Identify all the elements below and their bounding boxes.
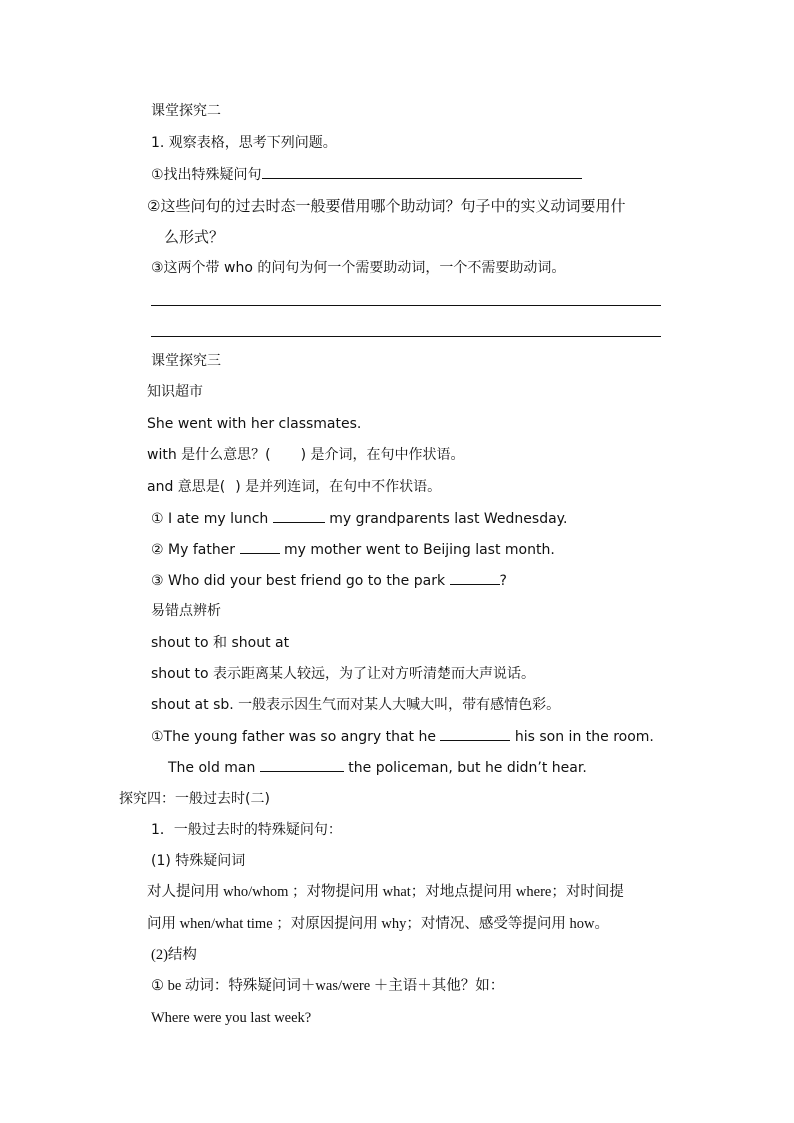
subheading-error-analysis: 易错点辨析 <box>151 603 221 619</box>
exercise-1 <box>151 508 567 529</box>
shout-pair: shout to 和 shout at <box>151 635 290 651</box>
exercise-1-a: ① I ate my lunch <box>151 511 269 527</box>
exercise-3-a: ③ Who did your best friend go to the park <box>151 573 446 589</box>
question-1a-text: ①找出特殊疑问句 <box>151 167 262 183</box>
section4-example: Where were you last week? <box>151 1010 312 1026</box>
answer-line-1[interactable] <box>151 305 661 306</box>
answer-blank-ex1[interactable] <box>273 508 325 523</box>
exercise-5-a: The old man <box>168 760 256 776</box>
section3-heading: 课堂探究三 <box>151 353 221 369</box>
subheading-knowledge: 知识超市 <box>147 384 203 400</box>
exercise-2 <box>151 539 555 560</box>
answer-blank-ex5[interactable] <box>260 757 344 772</box>
shout-at-definition: shout at sb. 一般表示因生气而对某人大喊大叫，带有感情色彩。 <box>151 697 561 713</box>
section4-point-1: 1．一般过去时的特殊疑问句： <box>151 822 342 838</box>
example-sentence: She went with her classmates. <box>147 416 362 432</box>
answer-blank-ex3[interactable] <box>450 570 500 585</box>
section4-structure: (2)结构 <box>151 947 197 963</box>
section4-line-3: 对人提问用 who/whom ；对物提问用 what；对地点提问用 where；对时间提 <box>147 884 624 900</box>
exercise-5-b: the policeman, but he didn’t hear. <box>348 760 587 776</box>
section4-rule-be: ① be 动词：特殊疑问词＋was/were ＋主语＋其他？如： <box>151 978 505 994</box>
answer-blank-ex4[interactable] <box>440 726 510 741</box>
exercise-4 <box>151 726 654 747</box>
section2-heading: 课堂探究二 <box>151 103 221 119</box>
exercise-3 <box>151 570 507 591</box>
section4-heading: 探究四：一般过去时(二) <box>119 791 270 807</box>
and-question <box>147 477 441 497</box>
and-question-b: ) 是并列连词，在句中不作状语。 <box>235 479 442 495</box>
question-1c: ③这两个带 who 的问句为何一个需要助动词，一个不需要助动词。 <box>151 260 566 276</box>
question-1a <box>151 164 582 185</box>
question-1b-line2: 么形式？ <box>164 228 225 246</box>
exercise-5 <box>168 757 587 778</box>
answer-line-2[interactable] <box>151 336 661 337</box>
exercise-4-a: ①The young father was so angry that he <box>151 729 436 745</box>
exercise-2-b: my mother went to Beijing last month. <box>283 542 555 558</box>
with-question-a: with 是什么意思？( <box>147 447 271 463</box>
question-1b-line1: ②这些问句的过去时态一般要借用哪个助动词？句子中的实义动词要用什 <box>147 197 626 215</box>
exercise-3-b: ? <box>499 573 507 589</box>
exercise-4-b: his son in the room. <box>514 729 654 745</box>
section4-line-4: 问用 when/what time ；对原因提问用 why；对情况、感受等提问用 how。 <box>147 916 609 932</box>
section4-point-2: (1) 特殊疑问词 <box>151 853 246 869</box>
and-question-a: and 意思是( <box>147 479 226 495</box>
answer-blank-ex2[interactable] <box>240 539 280 554</box>
exercise-2-a: ② My father <box>151 542 236 558</box>
exercise-1-b: my grandparents last Wednesday. <box>329 511 568 527</box>
answer-blank-1a[interactable] <box>262 164 582 179</box>
shout-to-definition: shout to 表示距离某人较远，为了让对方听清楚而大声说话。 <box>151 666 536 682</box>
with-question <box>147 445 465 465</box>
with-question-b: ) 是介词，在句中作状语。 <box>300 447 465 463</box>
question-1: 1. 观察表格，思考下列问题。 <box>151 135 337 151</box>
